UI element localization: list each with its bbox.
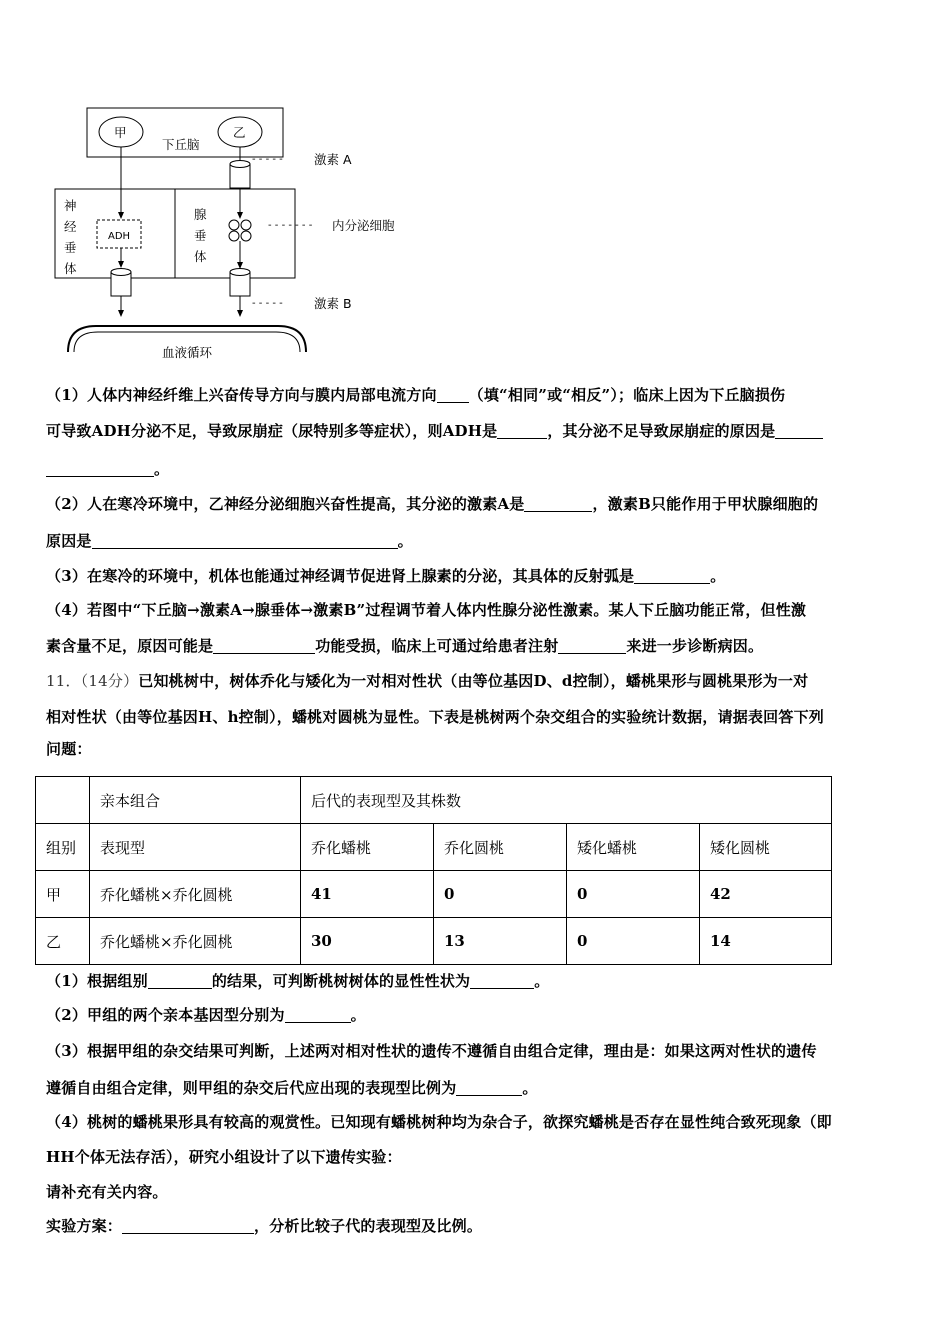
value-cell: 42	[700, 871, 832, 918]
hormone-a-leader: - - - - -	[252, 154, 283, 165]
blood-circulation-label: 血液循环	[162, 345, 213, 360]
endocrine-cell-label: 内分泌细胞	[332, 218, 395, 233]
parents-cell: 乔化蟠桃×乔化圆桃	[90, 918, 301, 965]
cross-results-table	[35, 776, 832, 965]
adh-label: ADH	[108, 231, 131, 242]
q11-intro-line3: 问题：	[46, 740, 92, 758]
neurohypophysis-label-1: 神	[64, 198, 77, 213]
answer-blank[interactable]	[437, 387, 469, 403]
answer-blank[interactable]	[285, 1007, 351, 1023]
q11-part3-line1: （3）根据甲组的杂交结果可判断，上述两对相对性状的遗传不遵循自由组合定律，理由是：如果这两对性状的遗传	[46, 1042, 817, 1060]
q11-part3-line2: 遵循自由组合定律，则甲组的杂交后代应出现的表现型比例为 。	[46, 1079, 538, 1097]
q10-part1-line3: 。	[46, 451, 908, 487]
hypothalamus-label: 下丘脑	[162, 137, 200, 152]
q11-part4-line1: （4）桃树的蟠桃果形具有较高的观赏性。已知现有蟠桃树种均为杂合子，欲探究蟠桃是否存在显性纯合致死现象（即	[46, 1113, 832, 1131]
answer-blank[interactable]	[524, 496, 592, 512]
offspring-header: 后代的表现型及其株数	[301, 777, 832, 824]
phenotype-header: 表现型	[90, 824, 301, 871]
neurohypophysis-label-4: 体	[64, 261, 77, 276]
value-cell: 0	[434, 871, 567, 918]
q11-part4-line4: 实验方案： ，分析比较子代的表现型及比例。	[46, 1217, 483, 1235]
col-header: 乔化蟠桃	[301, 824, 434, 871]
vesicle-hormone-a	[230, 161, 250, 189]
value-cell: 0	[567, 871, 700, 918]
vesicle-left	[111, 269, 131, 297]
answer-blank[interactable]	[213, 638, 315, 654]
jia-label: 甲	[114, 125, 127, 140]
yi-label: 乙	[233, 125, 246, 140]
group-cell: 乙	[36, 918, 90, 965]
q10-part2-line2: 原因是 。	[46, 532, 413, 550]
q11-part4-line2: HH个体无法存活），研究小组设计了以下遗传实验：	[46, 1148, 402, 1166]
parents-cell: 乔化蟠桃×乔化圆桃	[90, 871, 301, 918]
q11-part2: （2）甲组的两个亲本基因型分别为 。	[46, 1006, 366, 1024]
hormone-a-label: 激素 A	[314, 152, 352, 167]
adenohypophysis-label-2: 垂	[194, 228, 207, 243]
col-header: 矮化圆桃	[700, 824, 832, 871]
vesicle-hormone-b	[230, 269, 250, 297]
empty-header-cell	[36, 777, 90, 824]
q11-part1: （1）根据组别 的结果，可判断桃树树体的显性性状为 。	[46, 972, 550, 990]
endocrine-cells	[229, 220, 251, 241]
group-header: 组别	[36, 824, 90, 871]
answer-blank[interactable]	[497, 423, 547, 439]
answer-blank[interactable]	[92, 533, 398, 549]
q10-part1-line2: 可导致ADH分泌不足，导致尿崩症（尿特别多等症状），则ADH是 ，其分泌不足导致尿崩症的原因是	[46, 413, 908, 449]
answer-blank[interactable]	[558, 638, 626, 654]
q10-part3: （3）在寒冷的环境中，机体也能通过神经调节促进肾上腺素的分泌，其具体的反射弧是 。	[46, 567, 726, 585]
col-header: 乔化圆桃	[434, 824, 567, 871]
answer-blank[interactable]	[122, 1218, 254, 1234]
q11-intro-line2: 相对性状（由等位基因H、h控制），蟠桃对圆桃为显性。下表是桃树两个杂交组合的实验统计数据，请据表回答下列	[46, 708, 824, 726]
value-cell: 14	[700, 918, 832, 965]
answer-blank[interactable]	[470, 973, 534, 989]
adenohypophysis-label-1: 腺	[194, 207, 207, 222]
value-cell: 13	[434, 918, 567, 965]
answer-blank[interactable]	[634, 568, 710, 584]
answer-blank[interactable]	[46, 461, 154, 477]
parents-header: 亲本组合	[90, 777, 301, 824]
group-cell: 甲	[36, 871, 90, 918]
answer-blank[interactable]	[456, 1080, 522, 1096]
hormone-b-label: 激素 B	[314, 296, 352, 311]
q10-part2-line1: （2）人在寒冷环境中，乙神经分泌细胞兴奋性提高，其分泌的激素A是 ，激素B只能作用于甲状腺细胞的	[46, 495, 819, 513]
q10-part1-line1: （1）人体内神经纤维上兴奋传导方向与膜内局部电流方向 （填“相同”或“相反”）；临床上因为下丘脑损伤	[46, 386, 786, 404]
adenohypophysis-label-3: 体	[194, 249, 207, 264]
q11-intro-line1: 11．（14分）已知桃树中，树体乔化与矮化为一对相对性状（由等位基因D、d控制），蟠桃果形与圆桃果形为一对	[46, 672, 809, 690]
q10-part4-line1: （4）若图中“下丘脑→激素A→腺垂体→激素B”过程调节着人体内性腺分泌性激素。某人下丘脑功能正常，但性激	[46, 601, 807, 619]
value-cell: 30	[301, 918, 434, 965]
question-number: 11．（14分）	[46, 672, 139, 690]
table-row	[36, 871, 832, 918]
q10-part4-line2: 素含量不足，原因可能是 功能受损，临床上可通过给患者注射 来进一步诊断病因。	[46, 637, 764, 655]
value-cell: 0	[567, 918, 700, 965]
value-cell: 41	[301, 871, 434, 918]
endocrine-cell-leader: - - - - - - -	[268, 220, 313, 231]
hormone-regulation-diagram	[40, 100, 440, 370]
neurohypophysis-label-2: 经	[64, 219, 77, 234]
table-row	[36, 918, 832, 965]
hormone-b-leader: - - - - -	[252, 298, 283, 309]
answer-blank[interactable]	[775, 423, 823, 439]
col-header: 矮化蟠桃	[567, 824, 700, 871]
answer-blank[interactable]	[148, 973, 212, 989]
neurohypophysis-label-3: 垂	[64, 240, 77, 255]
q11-part4-line3: 请补充有关内容。	[46, 1183, 168, 1201]
